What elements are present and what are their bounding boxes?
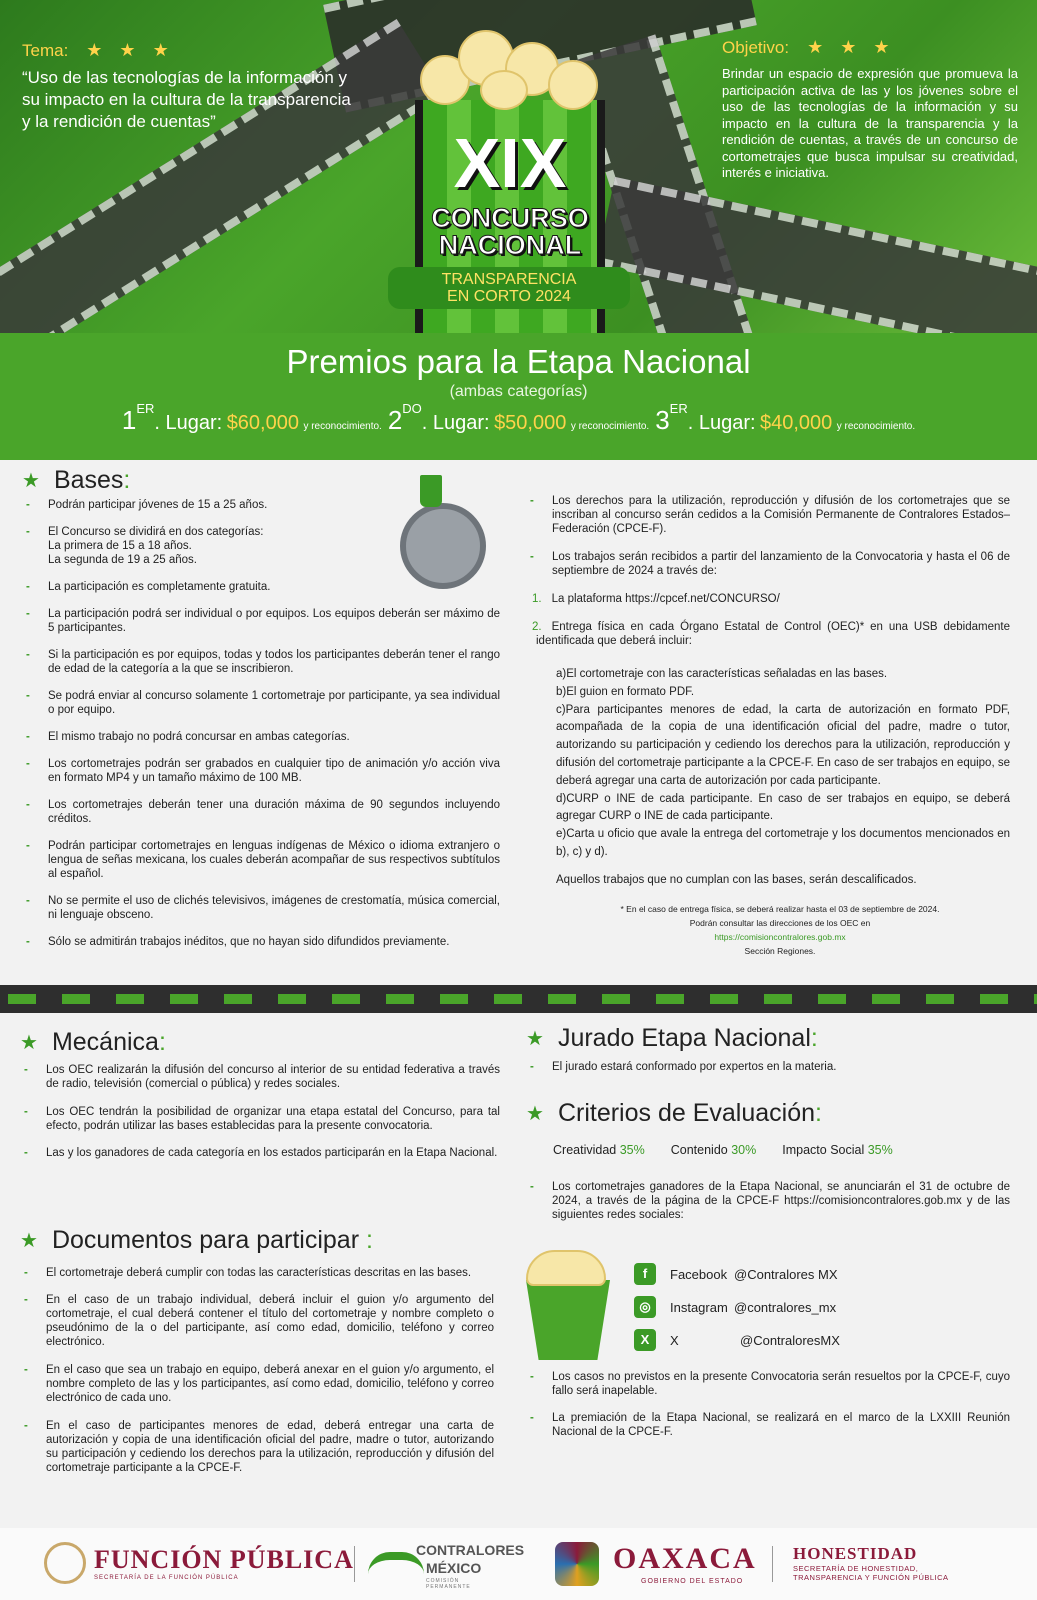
prize-amount: $50,000 (494, 412, 567, 434)
social-name: Instagram (670, 1299, 728, 1315)
bases-left-list (22, 498, 500, 962)
social-name: X (670, 1332, 679, 1348)
cm-line2: MÉXICO (426, 1560, 482, 1576)
platform-item (532, 592, 1006, 606)
logo-subtitle-pill (388, 267, 630, 309)
prizes-band (0, 333, 1037, 460)
contralores-logo (368, 1542, 525, 1590)
prize-recognition: y reconocimiento. (570, 421, 650, 432)
coat-of-arms-icon (44, 1542, 86, 1584)
list-item: - Los casos no previstos en la presente Convocatoria serán resueltos por la CPCE-F, cuyo fallo será inapelable. (526, 1370, 1010, 1398)
star-icon: ★ ★ ★ (86, 40, 175, 60)
jurado-title: Jurado Etapa Nacional (557, 1024, 811, 1052)
criterion-pct: 35% (619, 1143, 645, 1157)
star-icon: ★ (20, 1230, 38, 1252)
x-icon: X (634, 1329, 656, 1351)
prize-place: 1 (121, 405, 137, 435)
footer-separator (354, 1546, 355, 1582)
list-item: - Podrán participar jóvenes de 15 a 25 años. (22, 498, 500, 512)
prize-suffix: DO (402, 401, 422, 416)
criterion (671, 1143, 757, 1157)
hon-sub: SECRETARÍA DE HONESTIDAD, (793, 1564, 919, 1573)
footer-separator (772, 1546, 773, 1582)
prize-item (655, 401, 916, 436)
list-item: - Los derechos para la utilización, reproducción y difusión de los cortometrajes que se inscriban al concurso serán cedidos a la Comisión Permanente de Contralores Estados–Federación (CPCE-F). (526, 494, 1010, 536)
star-icon: ★ ★ ★ (807, 37, 896, 57)
requirement-item: c)Para participantes menores de edad, la carta de autorización en formato PDF, acompañada de la copia de una identificación oficial del padre, madre o tutor, autorizando su participación y cediendo los derechos para la utilización, reproducción y difusión del cortometraje participante a la CPCE-F. En caso de ser trabajos en equipo, se deberá agregar una carta de autorización por cada participante. (556, 703, 1010, 787)
list-item: - Los cortometrajes podrán ser grabados en cualquier tipo de animación y/o acción viva en formato MP4 y un tamaño máximo de 100 MB. (22, 757, 500, 785)
bases-right-list (526, 494, 1010, 591)
popcorn-top (526, 1250, 606, 1286)
list-item: - Los cortometrajes ganadores de la Etapa Nacional, se anunciarán el 31 de octubre de 2024, a través de la página de la CPCE-F https://comisioncontralores.gob.mx y de las siguientes redes sociales: (526, 1180, 1010, 1222)
prize-recognition: y reconocimiento. (303, 421, 382, 432)
platform-text: La plataforma https://cpcef.net/CONCURSO/ (551, 593, 780, 605)
list-item: - En el caso de un trabajo individual, deberá incluir el guion y/o argumento del cortometraje, el cual deberá contener el título del cortometraje y nombre completo o pseudónimo de la o del participante, así como edad, domicilio, teléfono y correo electrónico. (20, 1293, 494, 1349)
criterios-heading: ★ Criterios de Evaluación : (526, 1099, 822, 1127)
mecanica-title: Mecánica (51, 1028, 159, 1056)
fp-name: FUNCIÓN PÚBLICA (94, 1545, 354, 1574)
fp-sub: SECRETARÍA DE LA FUNCIÓN PÚBLICA (94, 1575, 239, 1581)
prize-amount: $60,000 (226, 412, 299, 434)
logo-title-line2: NACIONAL (438, 230, 582, 260)
delivery-requirements (556, 666, 1010, 862)
popcorn-cup-icon (520, 1250, 620, 1360)
jurado-heading: ★ Jurado Etapa Nacional : (526, 1024, 818, 1052)
list-item: - No se permite el uso de clichés televisivos, imágenes de crestomatía, música comercial, ni lenguaje obsceno. (22, 894, 500, 922)
list-item: - El mismo trabajo no podrá concursar en ambas categorías. (22, 730, 500, 744)
oaxaca-logo-text: OAXACA (613, 1542, 757, 1575)
prize-list (0, 401, 1037, 436)
announce-list (526, 1180, 1010, 1235)
criteria-list (553, 1143, 893, 1157)
list-item: - El cortometraje deberá cumplir con todas las características descritas en las bases. (20, 1266, 494, 1280)
social-handle: @ContraloresMX (740, 1332, 840, 1348)
footer-logos (0, 1528, 1037, 1600)
list-item: - Los cortometrajes deberán tener una duración máxima de 90 segundos incluyendo créditos. (22, 798, 500, 826)
mecanica-list (20, 1063, 500, 1173)
social-name: Facebook (670, 1266, 728, 1282)
film-divider (0, 985, 1037, 1013)
item-number: 2. (532, 621, 542, 633)
logo-pill-line1: TRANSPARENCIA (441, 271, 577, 288)
social-facebook[interactable] (634, 1263, 840, 1285)
bases-heading: ★ Bases : (22, 466, 131, 494)
hon-title: HONESTIDAD (793, 1544, 918, 1563)
requirement-item: b)El guion en formato PDF. (556, 685, 695, 698)
bases-title: Bases (53, 466, 124, 494)
social-handle: @contralores_mx (734, 1299, 837, 1315)
requirement-item: a)El cortometraje con las características señaladas en las bases. (556, 668, 888, 680)
documentos-title: Documentos para participar (51, 1226, 360, 1254)
item-number: 1. (532, 593, 542, 605)
prize-place: 3 (655, 405, 670, 435)
cm-line3: COMISIÓN PERMANENTE (426, 1578, 471, 1590)
descalificados-note: Aquellos trabajos que no cumplan con las bases, serán descalificados. (556, 874, 917, 886)
star-icon: ★ (526, 1103, 544, 1125)
list-item: - La premiación de la Etapa Nacional, se realizará en el marco de la LXXIII Reunión Nacional de la CPCE-F. (526, 1411, 1010, 1439)
criterios-title: Criterios de Evaluación (557, 1099, 816, 1127)
list-item: - Podrán participar cortometrajes en lenguas indígenas de México o idioma extranjero o lengua de señas mexicana, los cuales deberán acompañar de sus respectivos subtítulos al español. (22, 839, 500, 881)
delivery-item (532, 620, 1010, 648)
prizes-subtitle: (ambas categorías) (449, 383, 588, 400)
requirement-item: e)Carta u oficio que avale la entrega del cortometraje y los documentos mencionados en b), c) y d). (556, 828, 1010, 858)
list-item: - Si la participación es por equipos, todas y todos los participantes deberán tener el rango de edad de la categoría a la que se inscribieron. (22, 648, 500, 676)
list-item: - Las y los ganadores de cada categoría en los estados participarán en la Etapa Nacional. (20, 1146, 500, 1160)
criterion (553, 1143, 645, 1157)
list-item: - Los trabajos serán recibidos a partir del lanzamiento de la Convocatoria y hasta el 06 de septiembre de 2024 a través de: (526, 550, 1010, 578)
criterion-name: Impacto Social (782, 1143, 865, 1157)
cm-line1: CONTRALORES (416, 1542, 525, 1558)
list-item: - Los OEC realizarán la difusión del concurso al interior de su entidad federativa a través de radio, televisión (comercial o pública) y redes sociales. (20, 1063, 500, 1091)
objetivo-text: Brindar un espacio de expresión que promueva la participación activa de las y los jóvenes sobre el uso de las tecnologías de la información y su impacto en la cultura de la transparencia y la rendición de cuentas, a través de un concurso de cortometrajes que busca impulsar su creatividad, interés e iniciativa. (722, 66, 1018, 180)
instagram-icon: ◎ (634, 1296, 656, 1318)
objetivo-block (722, 37, 1018, 182)
social-x[interactable] (634, 1329, 840, 1351)
criterion-name: Contenido (670, 1143, 728, 1157)
star-icon: ★ (20, 1032, 38, 1054)
prize-item (387, 401, 650, 436)
social-handle: @Contralores MX (734, 1266, 838, 1282)
criterion-name: Creatividad (553, 1143, 617, 1157)
delivery-text: Entrega física en cada Órgano Estatal de Control (OEC)* en una USB debidamente identificada que deberá incluir: (536, 621, 1010, 647)
honestidad-logo (793, 1544, 949, 1582)
prize-label: . Lugar: (687, 412, 756, 434)
prize-item (121, 401, 382, 436)
tema-text: “Uso de las tecnologías de la información y su impacto en la cultura de la transparencia y la rendición de cuentas” (22, 68, 351, 131)
list-item: - El Concurso se dividirá en dos categorías: La primera de 15 a 18 años. La segunda de 19 a 25 años. (22, 525, 500, 567)
objetivo-label: Objetivo: (722, 38, 790, 57)
social-instagram[interactable] (634, 1296, 840, 1318)
logo-roman-numeral: XIX (453, 124, 567, 202)
social-list (634, 1263, 840, 1362)
star-icon: ★ (526, 1028, 544, 1050)
list-item: - La participación podrá ser individual o por equipos. Los equipos deberán ser máximo de 5 participantes. (22, 607, 500, 635)
criterion-pct: 35% (867, 1143, 893, 1157)
popcorn-icon (548, 60, 598, 110)
tema-block (22, 40, 352, 133)
list-item: - El jurado estará conformado por expertos en la materia. (526, 1060, 1006, 1074)
prize-label: . Lugar: (154, 412, 223, 434)
list-item: - Se podrá enviar al concurso solamente 1 cortometraje por participante, ya sea individual o por equipo. (22, 689, 500, 717)
note-line: Podrán consultar las direcciones de los OEC en (689, 918, 871, 928)
note-line: Sección Regiones. (744, 946, 816, 956)
list-item: - Los OEC tendrán la posibilidad de organizar una etapa estatal del Concurso, para tal efecto, podrán utilizar las bases establecidas para la presente convocatoria. (20, 1105, 500, 1133)
facebook-icon: f (634, 1263, 656, 1285)
prize-suffix: ER (669, 401, 688, 416)
popcorn-icon (480, 70, 528, 110)
prize-place: 2 (387, 405, 403, 435)
prize-recognition: y reconocimiento. (836, 421, 916, 432)
oaxaca-sub: GOBIERNO DEL ESTADO (641, 1578, 744, 1585)
oec-link[interactable]: https://comisioncontralores.gob.mx (714, 932, 846, 942)
oaxaca-emblem-icon (555, 1542, 599, 1586)
prize-amount: $40,000 (760, 412, 833, 434)
jurado-list (526, 1060, 1006, 1087)
prizes-title: Premios para la Etapa Nacional (286, 343, 751, 380)
documentos-heading: ★ Documentos para participar : (20, 1226, 373, 1254)
list-item: - Sólo se admitirán trabajos inéditos, que no hayan sido difundidos previamente. (22, 935, 500, 949)
note-line: * En el caso de entrega física, se deberá realizar hasta el 03 de septiembre de 2024. (620, 904, 940, 914)
tema-label: Tema: (22, 41, 69, 60)
cup-body (526, 1280, 610, 1360)
mecanica-heading: ★ Mecánica : (20, 1028, 166, 1056)
list-item: - En el caso que sea un trabajo en equipo, deberá anexar en el guion y/o argumento, el nombre completo de las y los participantes, así como edad, domicilio, teléfono y correo electrónico de cada uno. (20, 1363, 494, 1405)
criterion (782, 1143, 893, 1157)
requirement-item: d)CURP o INE de cada participante. En caso de ser trabajos en equipo, se deberá agregar CURP o INE de cada participante. (556, 792, 1010, 823)
star-icon: ★ (22, 470, 40, 492)
list-item: - En el caso de participantes menores de edad, deberá entregar una carta de autorización y copia de una identificación oficial del padre, madre o tutor, autorizando su participación y cediendo los derechos para la utilización, reproducción y difusión del cortometraje participante a la CPCE-F. (20, 1419, 494, 1475)
list-item: - La participación es completamente gratuita. (22, 580, 500, 594)
hero-banner (0, 0, 1037, 333)
criterion-pct: 30% (731, 1143, 757, 1157)
logo-pill-line2: EN CORTO 2024 (447, 288, 571, 305)
prize-suffix: ER (136, 401, 155, 416)
documentos-list (20, 1266, 494, 1489)
logo-title-line1: CONCURSO (431, 203, 589, 233)
final-notes-list (526, 1370, 1010, 1452)
hon-sub: TRANSPARENCIA Y FUNCIÓN PÚBLICA (793, 1573, 949, 1582)
prize-label: . Lugar: (421, 412, 490, 434)
funcion-publica-logo (44, 1542, 354, 1584)
physical-delivery-note (560, 902, 1000, 958)
logo-title (405, 205, 615, 259)
